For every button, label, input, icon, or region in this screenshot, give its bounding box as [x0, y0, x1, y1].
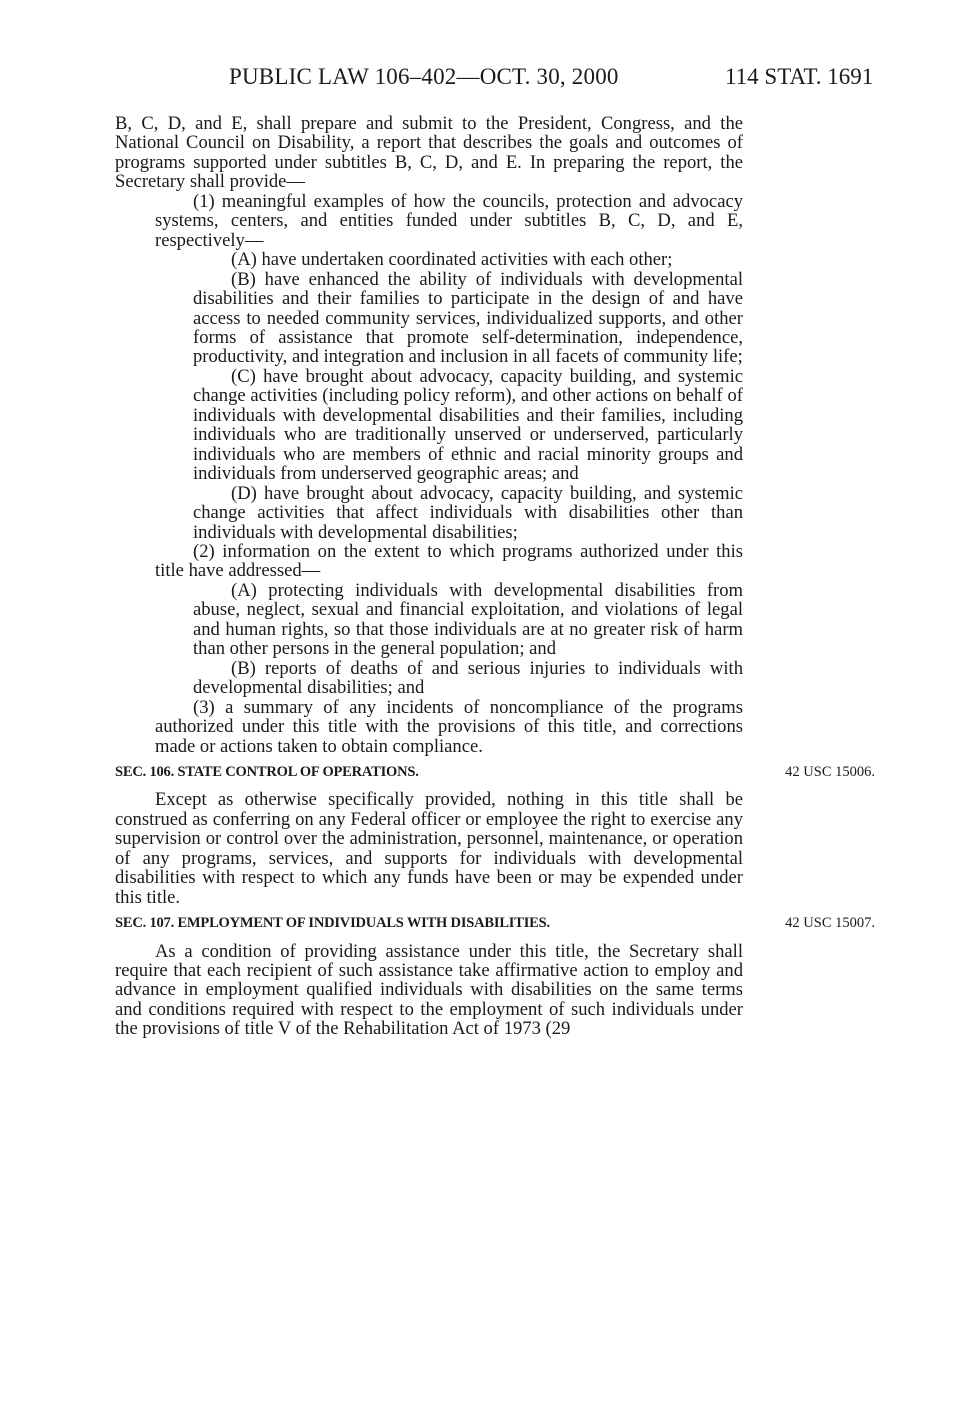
paragraph-1: (1) meaningful examples of how the councils, protection and advocacy systems, centers, and entities funded under subtitles B, C, D, and E, respectively—	[155, 190, 743, 251]
section-107-heading-row	[115, 914, 875, 933]
paragraph-3: (3) a summary of any incidents of noncompliance of the programs authorized under this title with the provisions of this title, and corrections made or actions taken to obtain compliance.	[155, 696, 743, 757]
section-106-text: Except as otherwise specifically provided, nothing in this title shall be construed as conferring on any Federal officer or employee the right to exercise any supervision or control over the administration, personnel, maintenance, or operation of any programs, services, and supports for individuals with developmental disabilities with respect to which any funds have been or may be expended under this title.	[115, 789, 743, 908]
document-body	[115, 113, 875, 1040]
subparagraph-2b: (B) reports of deaths of and serious injuries to individuals with developmental disabilities; and	[193, 657, 743, 699]
subparagraph-2a: (A) protecting individuals with developmental disabilities from abuse, neglect, sexual and financial exploitation, and violations of legal and human rights, so that those individuals are at no greater risk of harm than other persons in the general population; and	[193, 579, 743, 660]
section-106-margin-note: 42 USC 15006.	[785, 763, 875, 780]
section-107-margin-note: 42 USC 15007.	[785, 915, 875, 932]
section-106-heading: SEC. 106. STATE CONTROL OF OPERATIONS.	[115, 763, 419, 780]
subparagraph-1c: (C) have brought about advocacy, capacity building, and systemic change activities (including policy reform), and other actions on behalf of individuals with developmental disabilities and their families, including individuals who are traditionally unserved or underserved, particularly individuals who are members of ethnic and racial minority groups and individuals from underserved geographic areas; and	[193, 365, 743, 485]
subparagraph-1a: (A) have undertaken coordinated activities with each other;	[231, 249, 673, 271]
paragraph-2: (2) information on the extent to which programs authorized under this title have addressed—	[155, 540, 743, 582]
section-106-heading-row	[115, 763, 875, 782]
section-107-text: As a condition of providing assistance under this title, the Secretary shall require that each recipient of such assistance take affirmative action to employ and advance in employment qualified individuals with disabilities on the same terms and conditions required with respect to the employment of such individuals under the provisions of title V of the Rehabilitation Act of 1973 (29	[115, 940, 743, 1040]
subparagraph-1b: (B) have enhanced the ability of individuals with developmental disabilities and their families to participate in the design of and have access to needed community services, individualized supports, and other forms of assistance that promote self-determination, independence, productivity, and integration and inclusion in all facets of community life;	[193, 268, 743, 368]
running-header-title: PUBLIC LAW 106–402—OCT. 30, 2000	[229, 64, 619, 89]
running-header-page-number: 114 STAT. 1691	[725, 64, 874, 89]
intro-paragraph: B, C, D, and E, shall prepare and submit to the President, Congress, and the National Council on Disability, a report that describes the goals and outcomes of programs supported under subtitles B, C, D, and E. In preparing the report, the Secretary shall provide—	[115, 113, 743, 193]
subparagraph-1d: (D) have brought about advocacy, capacity building, and systemic change activities that affect individuals with disabilities other than individuals with developmental disabilities;	[193, 482, 743, 543]
section-107-heading: SEC. 107. EMPLOYMENT OF INDIVIDUALS WITH DISABILITIES.	[115, 915, 550, 932]
